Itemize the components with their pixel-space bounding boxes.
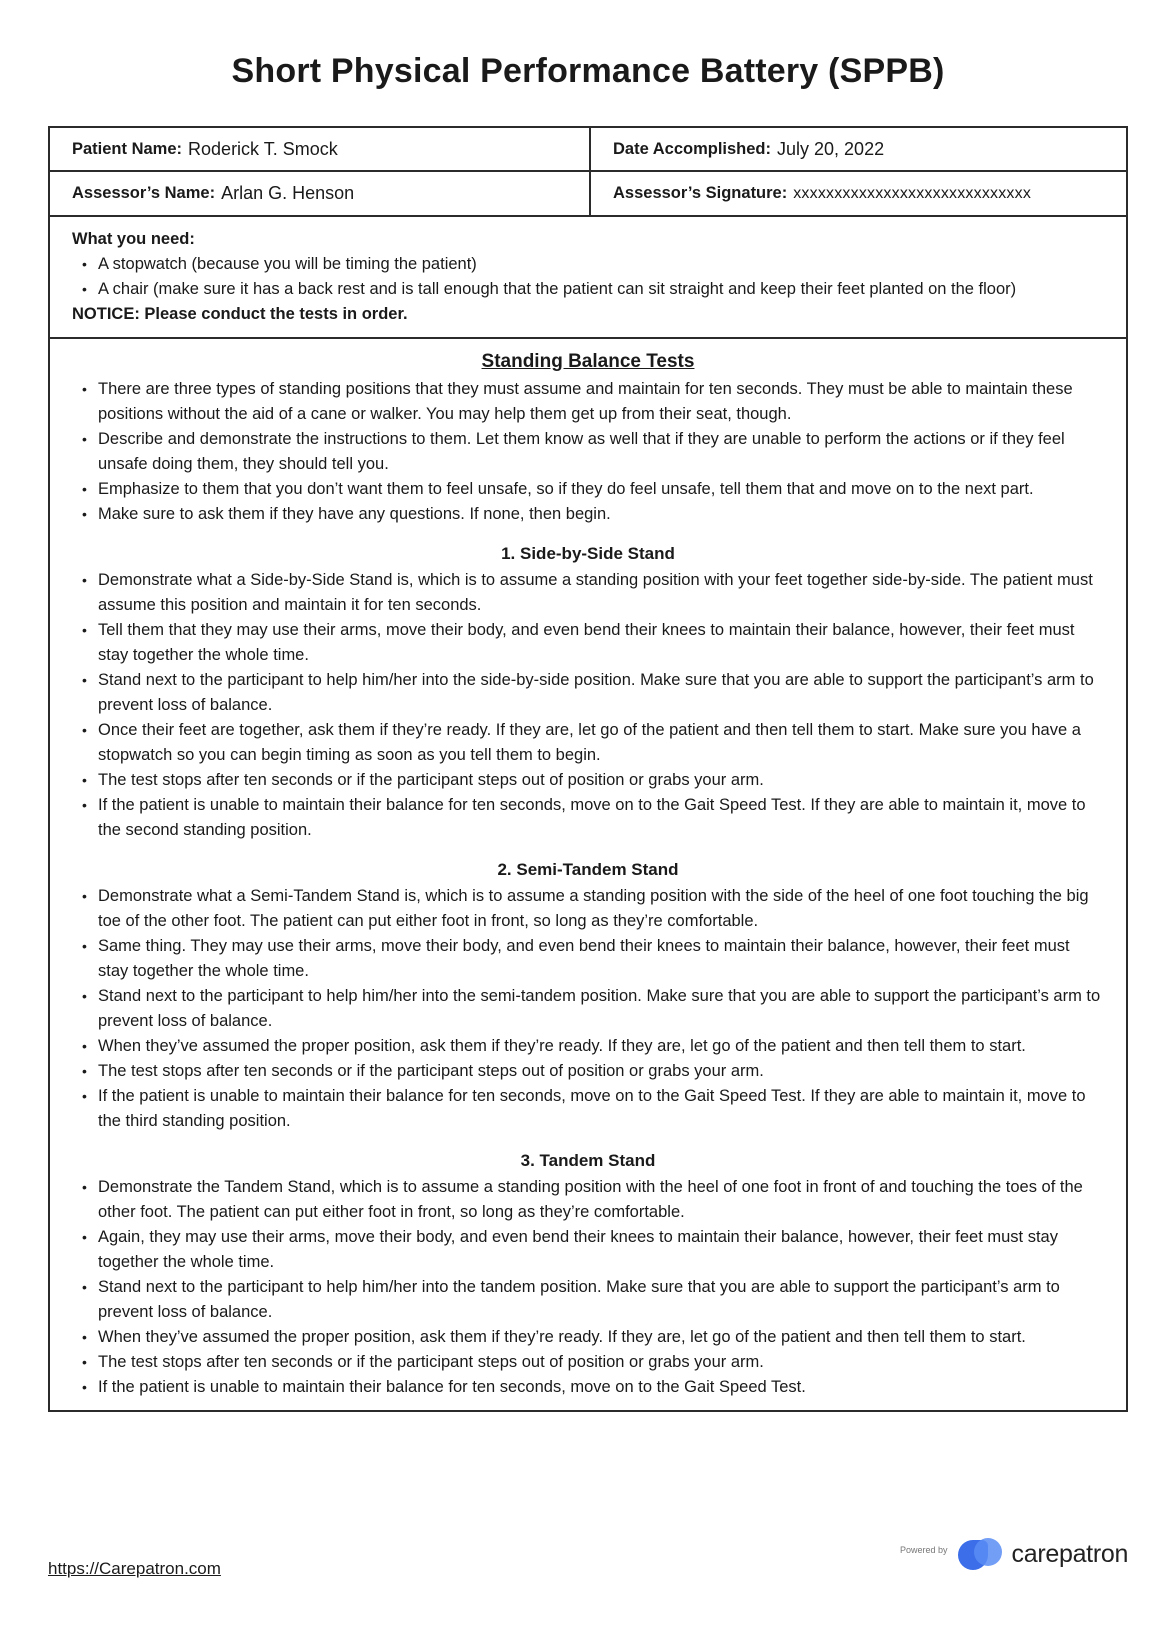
list-item: • Same thing. They may use their arms, move their body, and even bend their knees to maintain their balance, however, their feet must stay together the whole time. [72, 934, 1104, 984]
requirements-section [50, 217, 1126, 339]
assessor-signature-label: Assessor’s Signature: [613, 184, 788, 202]
patient-name-field [50, 128, 591, 170]
page-title: Short Physical Performance Battery (SPPB) [231, 52, 945, 90]
carepatron-brand [900, 1538, 1128, 1570]
list-item: • Make sure to ask them if they have any questions. If none, then begin. [72, 502, 1104, 527]
list-item: • A stopwatch (because you will be timing the patient) [72, 252, 1104, 277]
info-row-1 [50, 128, 1126, 172]
carepatron-logo-icon [958, 1538, 1006, 1570]
carepatron-link[interactable]: https://Carepatron.com [48, 1559, 221, 1578]
list-item: • Demonstrate what a Side-by-Side Stand is, which is to assume a standing position with your feet together side-by-side. The patient must assume this position and maintain it for ten seconds. [72, 568, 1104, 618]
list-item: • Stand next to the participant to help him/her into the side-by-side position. Make sure that you are able to support the participant’s arm to prevent loss of balance. [72, 668, 1104, 718]
carepatron-wordmark: carepatron [1011, 1539, 1129, 1568]
assessor-name-value: Arlan G. Henson [221, 183, 355, 203]
assessor-name-field [50, 172, 591, 215]
semi-tandem-list [72, 884, 1104, 1134]
date-accomplished-value: July 20, 2022 [777, 138, 885, 159]
assessor-signature-value: xxxxxxxxxxxxxxxxxxxxxxxxxxxxx [793, 184, 1032, 202]
list-item: • Demonstrate the Tandem Stand, which is to assume a standing position with the heel of one foot in front of and touching the toes of the other foot. The patient can put either foot in front, so long as they’re comfortable. [72, 1175, 1104, 1225]
subsection-title-side-by-side: 1. Side-by-Side Stand [501, 544, 675, 563]
side-by-side-list [72, 568, 1104, 843]
tandem-list [72, 1175, 1104, 1400]
list-item: • If the patient is unable to maintain their balance for ten seconds, move on to the Gait Speed Test. If they are able to maintain it, move to the second standing position. [72, 793, 1104, 843]
list-item: • If the patient is unable to maintain their balance for ten seconds, move on to the Gait Speed Test. If they are able to maintain it, move to the third standing position. [72, 1084, 1104, 1134]
assessor-signature-field [591, 172, 1126, 215]
section-title: Standing Balance Tests [481, 351, 695, 372]
list-item: • Describe and demonstrate the instructions to them. Let them know as well that if they are unable to perform the actions or if they feel unsafe doing them, they should tell you. [72, 427, 1104, 477]
list-item: • There are three types of standing positions that they must assume and maintain for ten seconds. They must be able to maintain these positions without the aid of a cane or walker. You may help them get up from their seat, though. [72, 377, 1104, 427]
list-item: • If the patient is unable to maintain their balance for ten seconds, move on to the Gait Speed Test. [72, 1375, 1104, 1400]
list-item: • Emphasize to them that you don’t want them to feel unsafe, so if they do feel unsafe, tell them that and move on to the next part. [72, 477, 1104, 502]
list-item: • When they’ve assumed the proper position, ask them if they’re ready. If they are, let go of the patient and then tell them to start. [72, 1325, 1104, 1350]
list-item: • When they’ve assumed the proper position, ask them if they’re ready. If they are, let go of the patient and then tell them to start. [72, 1034, 1104, 1059]
list-item: • The test stops after ten seconds or if the participant steps out of position or grabs your arm. [72, 1350, 1104, 1375]
subsection-title-semi-tandem: 2. Semi-Tandem Stand [497, 860, 679, 879]
list-item: • Once their feet are together, ask them if they’re ready. If they are, let go of the patient and then tell them to start. Make sure you have a stopwatch so you can begin timing as soon as you tell them to begin. [72, 718, 1104, 768]
list-item: • A chair (make sure it has a back rest and is tall enough that the patient can sit straight and keep their feet planted on the floor) [72, 277, 1104, 302]
powered-by-text: Powered by [900, 1545, 948, 1555]
list-item: • The test stops after ten seconds or if the participant steps out of position or grabs your arm. [72, 768, 1104, 793]
list-item: • The test stops after ten seconds or if the participant steps out of position or grabs your arm. [72, 1059, 1104, 1084]
subsection-title-tandem: 3. Tandem Stand [520, 1151, 656, 1170]
assessor-name-label: Assessor’s Name: [72, 184, 216, 202]
standing-balance-section [50, 339, 1126, 1410]
form-sheet [48, 126, 1128, 1412]
requirements-heading: What you need: [72, 230, 195, 248]
notice-text: NOTICE: Please conduct the tests in order. [72, 305, 408, 323]
list-item: • Tell them that they may use their arms, move their body, and even bend their knees to maintain their balance, however, their feet must stay together the whole time. [72, 618, 1104, 668]
info-row-2 [50, 172, 1126, 217]
requirements-list [72, 252, 1104, 302]
list-item: • Stand next to the participant to help him/her into the tandem position. Make sure that you are able to support the participant’s arm to prevent loss of balance. [72, 1275, 1104, 1325]
date-accomplished-field [591, 128, 1126, 170]
patient-name-label: Patient Name: [72, 139, 183, 158]
list-item: • Again, they may use their arms, move their body, and even bend their knees to maintain their balance, however, their feet must stay together the whole time. [72, 1225, 1104, 1275]
intro-list [72, 377, 1104, 527]
date-accomplished-label: Date Accomplished: [613, 139, 772, 158]
list-item: • Stand next to the participant to help him/her into the semi-tandem position. Make sure that you are able to support the participant’s arm to prevent loss of balance. [72, 984, 1104, 1034]
list-item: • Demonstrate what a Semi-Tandem Stand is, which is to assume a standing position with the side of the heel of one foot touching the big toe of the other foot. The patient can put either foot in front, so long as they’re comfortable. [72, 884, 1104, 934]
patient-name-value: Roderick T. Smock [188, 138, 338, 159]
